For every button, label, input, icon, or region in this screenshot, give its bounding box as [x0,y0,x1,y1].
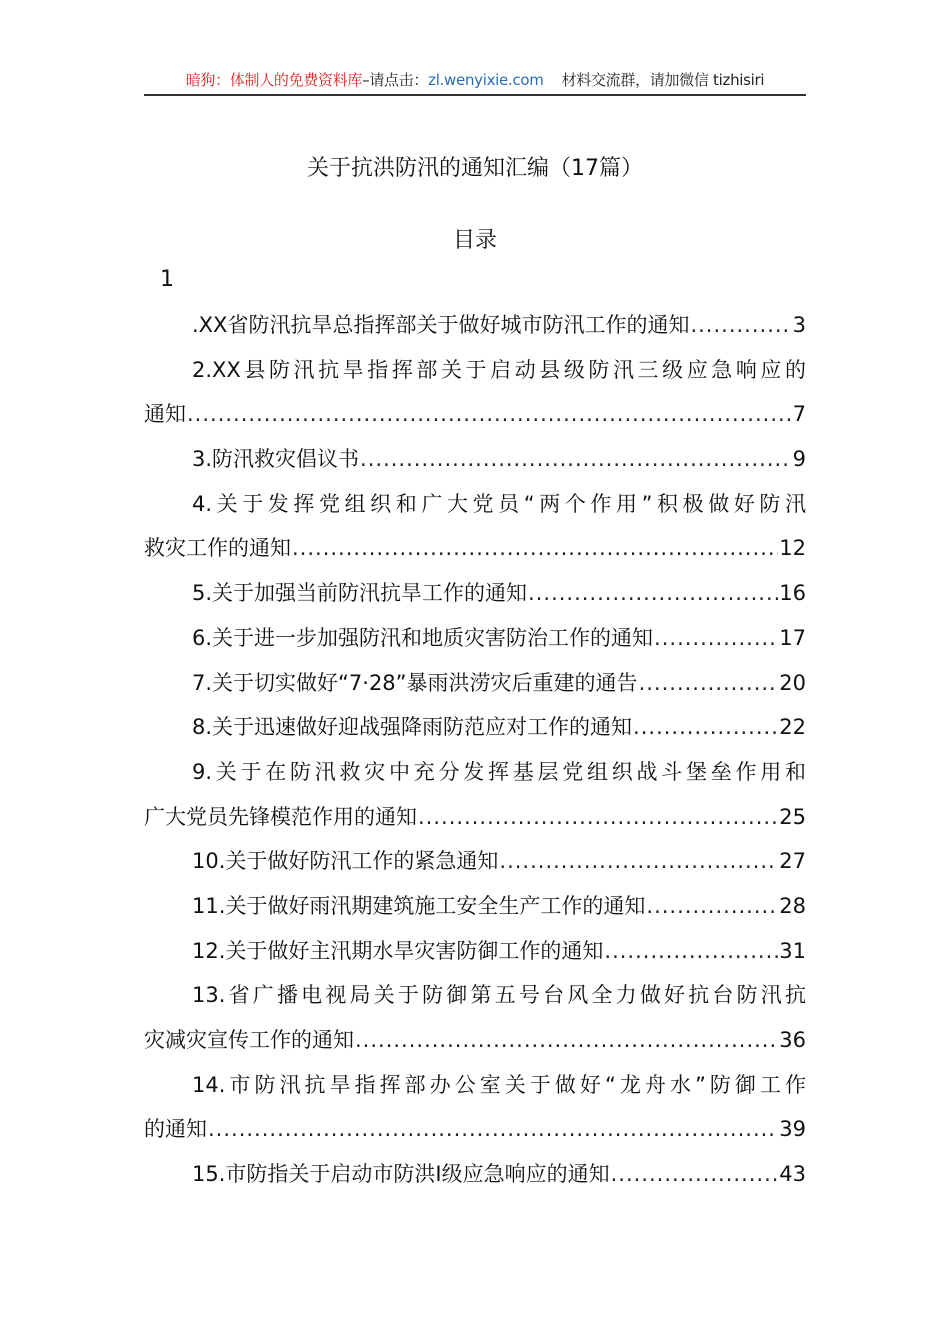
toc-entry-text: 灾减灾宣传工作的通知 [144,1028,354,1052]
toc-page-number: 9 [792,447,806,472]
toc-entry-text: 11.关于做好雨汛期建筑施工安全生产工作的通知 [192,893,646,918]
dot-leader [639,666,779,700]
dot-leader [418,800,778,834]
toc-page-number: 36 [779,1028,806,1052]
toc-entry-text: 广大党员先锋模范作用的通知 [144,804,417,829]
watermark-header [144,68,806,92]
toc-entry-text: 5.关于加强当前防汛抗旱工作的通知 [192,581,528,606]
toc-entry-13-continued[interactable] [144,1023,806,1068]
toc-entry-text: 的通知 [144,1117,207,1142]
dot-leader [499,844,778,878]
stray-number: 1 [160,267,174,292]
toc-page-number: 3 [792,313,806,337]
toc-entry-text: 15.市防指关于启动市防洪Ⅰ级应急响应的通知 [192,1162,610,1187]
toc-entry-text: 12.关于做好主汛期水旱灾害防御工作的通知 [192,938,604,963]
dot-leader [690,308,791,342]
toc-entry-text: 7.关于切实做好“7·28”暴雨洪涝灾后重建的通告 [192,670,638,695]
toc-entry-text: .XX省防汛抗旱总指挥部关于做好城市防汛工作的通知 [192,313,690,337]
dot-leader [208,1112,778,1146]
dot-leader [355,1023,778,1057]
toc-entry-text: 14.市防汛抗旱指挥部办公室关于做好“龙舟水”防御工作 [192,1072,806,1097]
toc-page-number: 27 [779,849,806,874]
dot-leader [646,889,778,923]
toc-page-number: 28 [779,893,806,918]
toc-entry-text: 9.关于在防汛救灾中充分发挥基层党组织战斗堡垒作用和 [192,759,806,784]
toc-entry-text: 救灾工作的通知 [144,536,291,561]
toc-entry-text: 13.省广播电视局关于防御第五号台风全力做好抗台防汛抗 [192,983,806,1008]
toc-entry-1[interactable] [144,308,806,353]
dot-leader [654,621,778,655]
header-brand: 暗狗：体制人的免费资料库 [185,71,363,89]
toc-entry-text: 2.XX县防汛抗旱指挥部关于启动县级防汛三级应急响应的 [192,357,806,382]
toc-entry-text: 8.关于迅速做好迎战强降雨防范应对工作的通知 [192,715,633,740]
toc-entry-10[interactable] [144,844,806,889]
table-of-contents [144,308,806,1202]
toc-entry-12[interactable] [144,934,806,979]
toc-entry-7[interactable] [144,666,806,711]
toc-page-number: 17 [779,625,806,650]
header-link[interactable]: zl.wenyixie.com [428,71,544,89]
toc-entry-2[interactable] [144,353,806,398]
toc-page-number: 22 [779,715,806,740]
toc-entry-text: 10.关于做好防汛工作的紧急通知 [192,849,499,874]
toc-entry-14-continued[interactable] [144,1112,806,1157]
toc-entry-text: 4.关于发挥党组织和广大党员“两个作用”积极做好防汛 [192,491,806,516]
dot-leader [292,531,778,565]
toc-page-number: 16 [779,581,806,606]
header-divider [144,94,806,96]
toc-entry-4-continued[interactable] [144,531,806,576]
dot-leader [360,442,792,476]
toc-page-number: 20 [779,670,806,695]
toc-entry-text: 通知 [144,402,186,427]
dot-leader [611,1157,779,1191]
toc-entry-11[interactable] [144,889,806,934]
toc-page-number: 7 [792,402,806,427]
toc-page-number: 31 [779,938,806,963]
toc-entry-9[interactable] [144,755,806,800]
toc-page-number: 25 [779,804,806,829]
toc-heading: 目录 [452,228,497,253]
toc-entry-text: 6.关于进一步加强防汛和地质灾害防治工作的通知 [192,625,654,650]
toc-entry-9-continued[interactable] [144,800,806,845]
toc-entry-6[interactable] [144,621,806,666]
toc-entry-3[interactable] [144,442,806,487]
dot-leader [633,710,778,744]
dot-leader [528,576,778,610]
toc-entry-5[interactable] [144,576,806,621]
header-prompt: –请点击： [362,71,429,89]
header-contact: 材料交流群，请加微信 tizhisiri [561,71,765,89]
toc-page-number: 39 [779,1117,806,1142]
document-title: 关于抗洪防汛的通知汇编（17篇） [307,156,643,181]
dot-leader [604,934,778,968]
toc-entry-4[interactable] [144,487,806,532]
toc-page-number: 43 [779,1162,806,1187]
toc-entry-14[interactable] [144,1068,806,1113]
toc-entry-15[interactable] [144,1157,806,1202]
toc-entry-13[interactable] [144,978,806,1023]
toc-entry-2-continued[interactable] [144,397,806,442]
toc-entry-8[interactable] [144,710,806,755]
toc-page-number: 12 [779,536,806,561]
toc-entry-text: 3.防汛救灾倡议书 [192,447,360,472]
dot-leader [187,397,792,431]
